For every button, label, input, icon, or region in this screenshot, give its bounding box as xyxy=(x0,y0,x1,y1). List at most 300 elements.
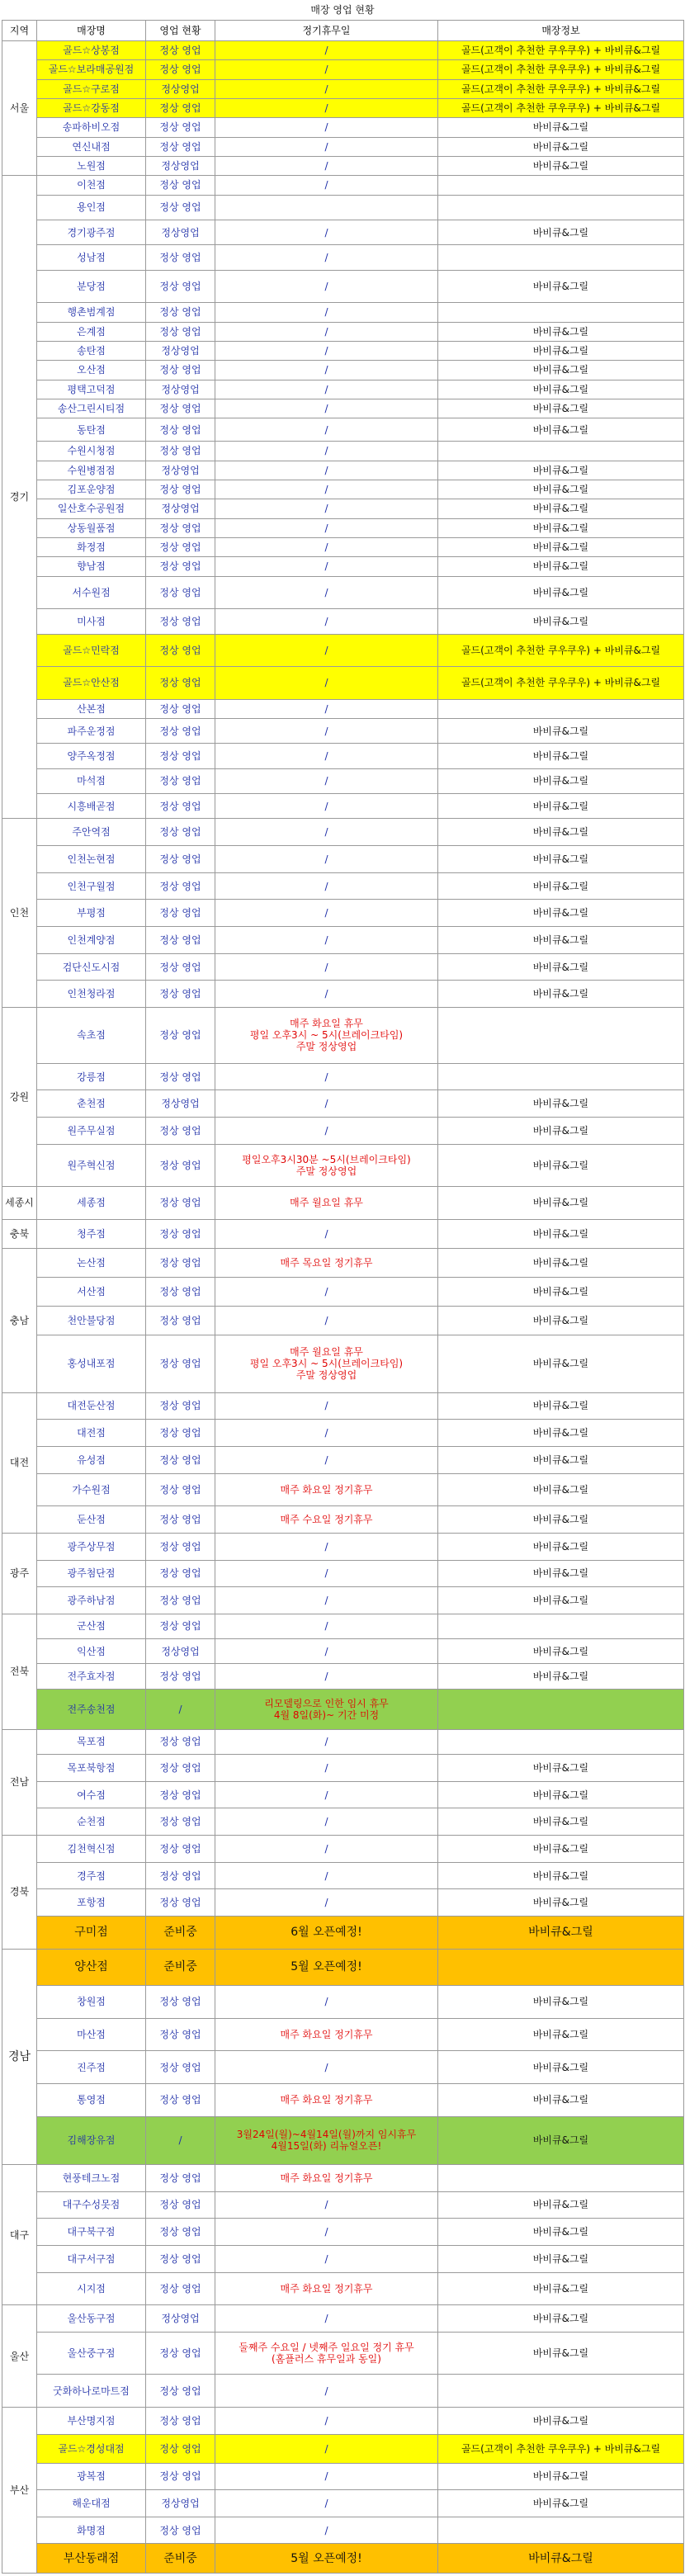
store-info: 바비큐&그릴 xyxy=(438,518,684,537)
operating-status: 정상 영업 xyxy=(146,1889,215,1917)
regular-holiday: / xyxy=(215,1090,438,1118)
store-info: 바비큐&그릴 xyxy=(438,2272,684,2305)
store-info: 바비큐&그릴 xyxy=(438,341,684,360)
store-name: 해운대점 xyxy=(37,2490,146,2517)
operating-status: 정상 영업 xyxy=(146,176,215,195)
store-name: 마석점 xyxy=(37,768,146,793)
table-row xyxy=(2,79,684,98)
table-row xyxy=(2,1986,684,2019)
store-name: 인천계양점 xyxy=(37,927,146,954)
regular-holiday: 매주 화요일 정기휴무 xyxy=(215,2272,438,2305)
store-info: 바비큐&그릴 xyxy=(438,744,684,768)
table-row xyxy=(2,2164,684,2191)
operating-status: 정상영업 xyxy=(146,1639,215,1664)
table-row xyxy=(2,118,684,137)
store-info: 바비큐&그릴 xyxy=(438,399,684,418)
table-row xyxy=(2,900,684,927)
holiday-note-line: 매주 월요일 휴무 xyxy=(290,1346,363,1359)
operating-status: 정상 영업 xyxy=(146,1862,215,1889)
table-row xyxy=(2,2116,684,2164)
region-cell: 부산 xyxy=(2,2407,37,2573)
holiday-note-line: 리모델링으로 인한 임시 휴무 xyxy=(264,1697,389,1709)
store-name: 은계점 xyxy=(37,322,146,341)
store-info: 바비큐&그릴 xyxy=(438,1144,684,1186)
operating-status: / xyxy=(146,1689,215,1729)
table-row xyxy=(2,2018,684,2051)
operating-status: 정상 영업 xyxy=(146,1008,215,1064)
regular-holiday: / xyxy=(215,1587,438,1614)
table-row xyxy=(2,341,684,360)
operating-status: 준비중 xyxy=(146,1949,215,1985)
store-info: 골드(고객이 추천한 쿠우쿠우) + 바비큐&그릴 xyxy=(438,98,684,117)
operating-status: 정상 영업 xyxy=(146,418,215,442)
store-info: 바비큐&그릴 xyxy=(438,1836,684,1863)
store-name: 송파하비오점 xyxy=(37,118,146,137)
store-info: 바비큐&그릴 xyxy=(438,1090,684,1118)
regular-holiday: / xyxy=(215,900,438,927)
store-info: 골드(고객이 추천한 쿠우쿠우) + 바비큐&그릴 xyxy=(438,634,684,667)
store-info: 바비큐&그릴 xyxy=(438,461,684,480)
store-info: 바비큐&그릴 xyxy=(438,1587,684,1614)
store-name: 굿화하나로마트점 xyxy=(37,2375,146,2408)
operating-status: 정상 영업 xyxy=(146,1248,215,1277)
regular-holiday: / xyxy=(215,2517,438,2544)
store-name: 강릉점 xyxy=(37,1063,146,1090)
operating-status: 정상 영업 xyxy=(146,699,215,718)
table-row xyxy=(2,537,684,556)
regular-holiday: / xyxy=(215,576,438,609)
table-row xyxy=(2,1917,684,1950)
store-name: 골드☆경성대점 xyxy=(37,2434,146,2463)
store-name: 전주송천점 xyxy=(37,1689,146,1729)
store-name: 세종점 xyxy=(37,1186,146,1219)
operating-status: 정상 영업 xyxy=(146,1506,215,1534)
store-name: 오산점 xyxy=(37,361,146,380)
store-name: 김포운양점 xyxy=(37,480,146,499)
store-name: 파주운정점 xyxy=(37,719,146,744)
store-info: 바비큐&그릴 xyxy=(438,361,684,380)
operating-status: 정상영업 xyxy=(146,156,215,175)
table-row xyxy=(2,1277,684,1306)
table-row xyxy=(2,1144,684,1186)
operating-status: 정상 영업 xyxy=(146,2332,215,2374)
operating-status: 정상 영업 xyxy=(146,1118,215,1145)
table-row xyxy=(2,361,684,380)
store-info: 바비큐&그릴 xyxy=(438,981,684,1008)
operating-status: 정상 영업 xyxy=(146,846,215,873)
regular-holiday: / xyxy=(215,2434,438,2463)
table-row xyxy=(2,2191,684,2219)
table-row xyxy=(2,380,684,399)
operating-status: 정상 영업 xyxy=(146,2084,215,2117)
regular-holiday: / xyxy=(215,2375,438,2408)
store-info: 바비큐&그릴 xyxy=(438,768,684,793)
operating-status: 정상 영업 xyxy=(146,1755,215,1782)
region-cell: 경북 xyxy=(2,1836,37,1950)
table-body xyxy=(2,41,684,2574)
operating-status: 정상 영업 xyxy=(146,245,215,270)
table-row xyxy=(2,2490,684,2517)
store-name: 양주옥정점 xyxy=(37,744,146,768)
regular-holiday: / xyxy=(215,2305,438,2333)
regular-holiday: / xyxy=(215,156,438,175)
store-name: 진주점 xyxy=(37,2051,146,2084)
regular-holiday: 5월 오픈예정! xyxy=(215,2544,438,2574)
regular-holiday: / xyxy=(215,537,438,556)
operating-status: 정상영업 xyxy=(146,461,215,480)
region-cell: 강원 xyxy=(2,1008,37,1187)
operating-status: 정상 영업 xyxy=(146,2164,215,2191)
table-row xyxy=(2,634,684,667)
operating-status: 정상 영업 xyxy=(146,2245,215,2272)
regular-holiday: / xyxy=(215,1533,438,1560)
operating-status: 정상 영업 xyxy=(146,719,215,744)
operating-status: 정상 영업 xyxy=(146,872,215,900)
store-name: 군산점 xyxy=(37,1614,146,1638)
store-info xyxy=(438,195,684,220)
store-info xyxy=(438,442,684,461)
operating-status: 정상 영업 xyxy=(146,1614,215,1638)
region-cell: 경기 xyxy=(2,176,37,819)
operating-status: 정상 영업 xyxy=(146,1219,215,1248)
store-info: 바비큐&그릴 xyxy=(438,1219,684,1248)
store-info: 바비큐&그릴 xyxy=(438,719,684,744)
table-row xyxy=(2,1808,684,1836)
store-info: 바비큐&그릴 xyxy=(438,1755,684,1782)
store-name: 김해장유점 xyxy=(37,2116,146,2164)
store-name: 순천점 xyxy=(37,1808,146,1836)
store-info: 바비큐&그릴 xyxy=(438,819,684,846)
operating-status: 정상 영업 xyxy=(146,1533,215,1560)
table-row xyxy=(2,1755,684,1782)
regular-holiday: / xyxy=(215,1063,438,1090)
store-info xyxy=(438,699,684,718)
regular-holiday: / xyxy=(215,1420,438,1447)
operating-status: 정상 영업 xyxy=(146,794,215,819)
regular-holiday: / xyxy=(215,2407,438,2434)
table-row xyxy=(2,1664,684,1689)
store-name: 대구북구점 xyxy=(37,2219,146,2246)
store-info xyxy=(438,2517,684,2544)
regular-holiday: / xyxy=(215,1889,438,1917)
holiday-note-line: 평일 오후3시 ~ 5시(브레이크타임) xyxy=(249,1358,404,1370)
region-cell: 충남 xyxy=(2,1248,37,1392)
region-cell: 인천 xyxy=(2,819,37,1008)
operating-status: 정상 영업 xyxy=(146,634,215,667)
holiday-note-line: (홈플러스 휴무일과 동일) xyxy=(272,2353,381,2366)
regular-holiday: / xyxy=(215,79,438,98)
store-name: 평택고덕점 xyxy=(37,380,146,399)
store-info: 바비큐&그릴 xyxy=(438,900,684,927)
store-name: 경기광주점 xyxy=(37,220,146,244)
table-row xyxy=(2,98,684,117)
table-row xyxy=(2,1587,684,1614)
operating-status: / xyxy=(146,2116,215,2164)
store-info xyxy=(438,1689,684,1729)
operating-status: 정상 영업 xyxy=(146,537,215,556)
store-name: 광주하남점 xyxy=(37,1587,146,1614)
holiday-note-line: 둘째주 수요일 / 넷째주 일요일 정기 휴무 xyxy=(239,2342,414,2354)
regular-holiday xyxy=(215,1144,438,1186)
regular-holiday: / xyxy=(215,1664,438,1689)
store-name: 골드☆구로점 xyxy=(37,79,146,98)
table-row xyxy=(2,2272,684,2305)
store-name: 화명점 xyxy=(37,2517,146,2544)
operating-status: 정상 영업 xyxy=(146,2051,215,2084)
table-row xyxy=(2,576,684,609)
operating-status: 정상 영업 xyxy=(146,2407,215,2434)
header-region: 지역 xyxy=(2,21,37,41)
table-row xyxy=(2,1473,684,1506)
region-cell: 전북 xyxy=(2,1614,37,1729)
store-info xyxy=(438,176,684,195)
operating-status: 정상 영업 xyxy=(146,927,215,954)
region-cell: 세종시 xyxy=(2,1186,37,1219)
table-row xyxy=(2,442,684,461)
store-name: 성남점 xyxy=(37,245,146,270)
table-row xyxy=(2,1090,684,1118)
operating-status: 정상영업 xyxy=(146,220,215,244)
store-info: 바비큐&그릴 xyxy=(438,1186,684,1219)
table-row xyxy=(2,1420,684,1447)
store-name: 부산동래점 xyxy=(37,2544,146,2574)
store-info: 바비큐&그릴 xyxy=(438,1560,684,1587)
operating-status: 정상 영업 xyxy=(146,768,215,793)
table-row xyxy=(2,699,684,718)
operating-status: 정상 영업 xyxy=(146,609,215,634)
store-info: 바비큐&그릴 xyxy=(438,2219,684,2246)
table-row xyxy=(2,609,684,634)
table-row xyxy=(2,1186,684,1219)
operating-status: 정상 영업 xyxy=(146,195,215,220)
operating-status: 정상 영업 xyxy=(146,900,215,927)
store-name: 춘천점 xyxy=(37,1090,146,1118)
store-info: 바비큐&그릴 xyxy=(438,1506,684,1534)
store-info: 바비큐&그릴 xyxy=(438,2407,684,2434)
regular-holiday: 매주 수요일 정기휴무 xyxy=(215,1506,438,1534)
regular-holiday: / xyxy=(215,499,438,518)
store-name: 대전둔산점 xyxy=(37,1392,146,1420)
store-name: 대구수성못점 xyxy=(37,2191,146,2219)
store-name: 검단신도시점 xyxy=(37,953,146,981)
operating-status: 정상 영업 xyxy=(146,667,215,700)
operating-status: 정상 영업 xyxy=(146,2375,215,2408)
store-status-table xyxy=(2,20,684,2574)
header-store: 매장명 xyxy=(37,21,146,41)
regular-holiday: / xyxy=(215,794,438,819)
store-name: 분당점 xyxy=(37,270,146,303)
store-name: 목포점 xyxy=(37,1729,146,1754)
store-name: 서산점 xyxy=(37,1277,146,1306)
store-info: 바비큐&그릴 xyxy=(438,1420,684,1447)
store-info xyxy=(438,1063,684,1090)
store-info: 바비큐&그릴 xyxy=(438,1277,684,1306)
regular-holiday xyxy=(215,1008,438,1064)
regular-holiday: 매주 화요일 정기휴무 xyxy=(215,2084,438,2117)
regular-holiday: / xyxy=(215,41,438,60)
store-name: 김천혁신점 xyxy=(37,1836,146,1863)
store-info: 바비큐&그릴 xyxy=(438,137,684,156)
table-row xyxy=(2,245,684,270)
table-row xyxy=(2,2517,684,2544)
store-name: 송산그린시티점 xyxy=(37,399,146,418)
store-name: 현풍테크노점 xyxy=(37,2164,146,2191)
store-name: 양산점 xyxy=(37,1949,146,1985)
header-holiday: 정기휴무일 xyxy=(215,21,438,41)
table-row xyxy=(2,499,684,518)
store-name: 연신내점 xyxy=(37,137,146,156)
holiday-note-line: 주말 정상영업 xyxy=(295,1369,357,1382)
store-info: 바비큐&그릴 xyxy=(438,2245,684,2272)
holiday-note-line: 주말 정상영업 xyxy=(295,1165,357,1177)
table-row xyxy=(2,953,684,981)
store-name: 시지점 xyxy=(37,2272,146,2305)
store-name: 창원점 xyxy=(37,1986,146,2019)
regular-holiday: / xyxy=(215,1306,438,1335)
regular-holiday: / xyxy=(215,667,438,700)
table-row xyxy=(2,270,684,303)
store-name: 수원시청점 xyxy=(37,442,146,461)
store-info: 바비큐&그릴 xyxy=(438,156,684,175)
store-name: 광주첨단점 xyxy=(37,1560,146,1587)
table-row xyxy=(2,1862,684,1889)
regular-holiday: / xyxy=(215,1560,438,1587)
store-name: 행촌범계점 xyxy=(37,303,146,322)
regular-holiday: / xyxy=(215,609,438,634)
operating-status: 정상 영업 xyxy=(146,399,215,418)
store-info: 바비큐&그릴 xyxy=(438,418,684,442)
table-row xyxy=(2,1614,684,1638)
store-info: 바비큐&그릴 xyxy=(438,2018,684,2051)
table-row xyxy=(2,1836,684,1863)
regular-holiday: 매주 화요일 정기휴무 xyxy=(215,1473,438,1506)
holiday-note-line: 4월 8일(화)~ 기간 미정 xyxy=(273,1709,380,1721)
store-name: 골드☆민락점 xyxy=(37,634,146,667)
table-row xyxy=(2,2305,684,2333)
regular-holiday: / xyxy=(215,2490,438,2517)
store-name: 시흥배곧점 xyxy=(37,794,146,819)
operating-status: 정상 영업 xyxy=(146,2517,215,2544)
holiday-note-line: 주말 정상영업 xyxy=(295,1041,357,1053)
operating-status: 정상 영업 xyxy=(146,322,215,341)
operating-status: 정상 영업 xyxy=(146,98,215,117)
store-info: 바비큐&그릴 xyxy=(438,2116,684,2164)
regular-holiday: / xyxy=(215,220,438,244)
store-name: 골드☆강동점 xyxy=(37,98,146,117)
store-name: 인천구월점 xyxy=(37,872,146,900)
regular-holiday: 6월 오픈예정! xyxy=(215,1917,438,1950)
store-info: 바비큐&그릴 xyxy=(438,1446,684,1473)
regular-holiday: 매주 목요일 정기휴무 xyxy=(215,1248,438,1277)
store-info: 골드(고객이 추천한 쿠우쿠우) + 바비큐&그릴 xyxy=(438,41,684,60)
regular-holiday: / xyxy=(215,1862,438,1889)
table-row xyxy=(2,2219,684,2246)
store-name: 속초점 xyxy=(37,1008,146,1064)
store-name: 여수점 xyxy=(37,1781,146,1808)
store-info xyxy=(438,1949,684,1985)
table-row xyxy=(2,399,684,418)
store-info: 바비큐&그릴 xyxy=(438,270,684,303)
regular-holiday: / xyxy=(215,1277,438,1306)
store-info: 바비큐&그릴 xyxy=(438,2084,684,2117)
table-row xyxy=(2,1392,684,1420)
operating-status: 정상영업 xyxy=(146,79,215,98)
store-info: 바비큐&그릴 xyxy=(438,927,684,954)
table-row xyxy=(2,744,684,768)
region-cell: 서울 xyxy=(2,41,37,176)
store-info: 바비큐&그릴 xyxy=(438,480,684,499)
region-cell: 울산 xyxy=(2,2305,37,2408)
store-info xyxy=(438,1729,684,1754)
operating-status: 정상 영업 xyxy=(146,1063,215,1090)
region-cell: 대전 xyxy=(2,1392,37,1533)
regular-holiday: / xyxy=(215,744,438,768)
region-cell: 경남 xyxy=(2,1949,37,2164)
store-name: 둔산점 xyxy=(37,1506,146,1534)
store-name: 이천점 xyxy=(37,176,146,195)
table-row xyxy=(2,1248,684,1277)
regular-holiday: / xyxy=(215,303,438,322)
table-row xyxy=(2,1781,684,1808)
table-row xyxy=(2,2084,684,2117)
store-name: 포항점 xyxy=(37,1889,146,1917)
table-row xyxy=(2,1063,684,1090)
store-info: 바비큐&그릴 xyxy=(438,1889,684,1917)
store-name: 수원병점점 xyxy=(37,461,146,480)
store-info: 바비큐&그릴 xyxy=(438,1917,684,1950)
store-info: 바비큐&그릴 xyxy=(438,1986,684,2019)
store-name: 대전점 xyxy=(37,1420,146,1447)
regular-holiday xyxy=(215,1335,438,1392)
regular-holiday: / xyxy=(215,719,438,744)
operating-status: 정상 영업 xyxy=(146,1836,215,1863)
store-info: 바비큐&그릴 xyxy=(438,2305,684,2333)
regular-holiday: / xyxy=(215,872,438,900)
store-name: 원주혁신점 xyxy=(37,1144,146,1186)
store-name: 인천논현점 xyxy=(37,846,146,873)
store-info: 바비큐&그릴 xyxy=(438,846,684,873)
regular-holiday: / xyxy=(215,399,438,418)
store-info: 바비큐&그릴 xyxy=(438,1808,684,1836)
store-info: 골드(고객이 추천한 쿠우쿠우) + 바비큐&그릴 xyxy=(438,60,684,79)
regular-holiday: / xyxy=(215,557,438,576)
operating-status: 정상 영업 xyxy=(146,1306,215,1335)
store-name: 골드☆상봉점 xyxy=(37,41,146,60)
table-row xyxy=(2,1306,684,1335)
table-row xyxy=(2,461,684,480)
store-info xyxy=(438,245,684,270)
holiday-note-line: 3월24일(월)~4월14일(월)까지 임시휴무 xyxy=(236,2129,417,2141)
operating-status: 정상영업 xyxy=(146,1090,215,1118)
store-name: 서수원점 xyxy=(37,576,146,609)
regular-holiday: 매주 월요일 휴무 xyxy=(215,1186,438,1219)
store-name: 익산점 xyxy=(37,1639,146,1664)
store-name: 울산중구점 xyxy=(37,2332,146,2374)
regular-holiday: / xyxy=(215,461,438,480)
table-row xyxy=(2,1560,684,1587)
region-cell: 충북 xyxy=(2,1219,37,1248)
regular-holiday: / xyxy=(215,1986,438,2019)
table-row xyxy=(2,1949,684,1985)
regular-holiday: 5월 오픈예정! xyxy=(215,1949,438,1985)
store-name: 골드☆보라매공원점 xyxy=(37,60,146,79)
store-info: 바비큐&그릴 xyxy=(438,380,684,399)
operating-status: 정상 영업 xyxy=(146,2272,215,2305)
store-name: 가수원점 xyxy=(37,1473,146,1506)
store-name: 청주점 xyxy=(37,1219,146,1248)
operating-status: 정상 영업 xyxy=(146,518,215,537)
operating-status: 정상 영업 xyxy=(146,1144,215,1186)
